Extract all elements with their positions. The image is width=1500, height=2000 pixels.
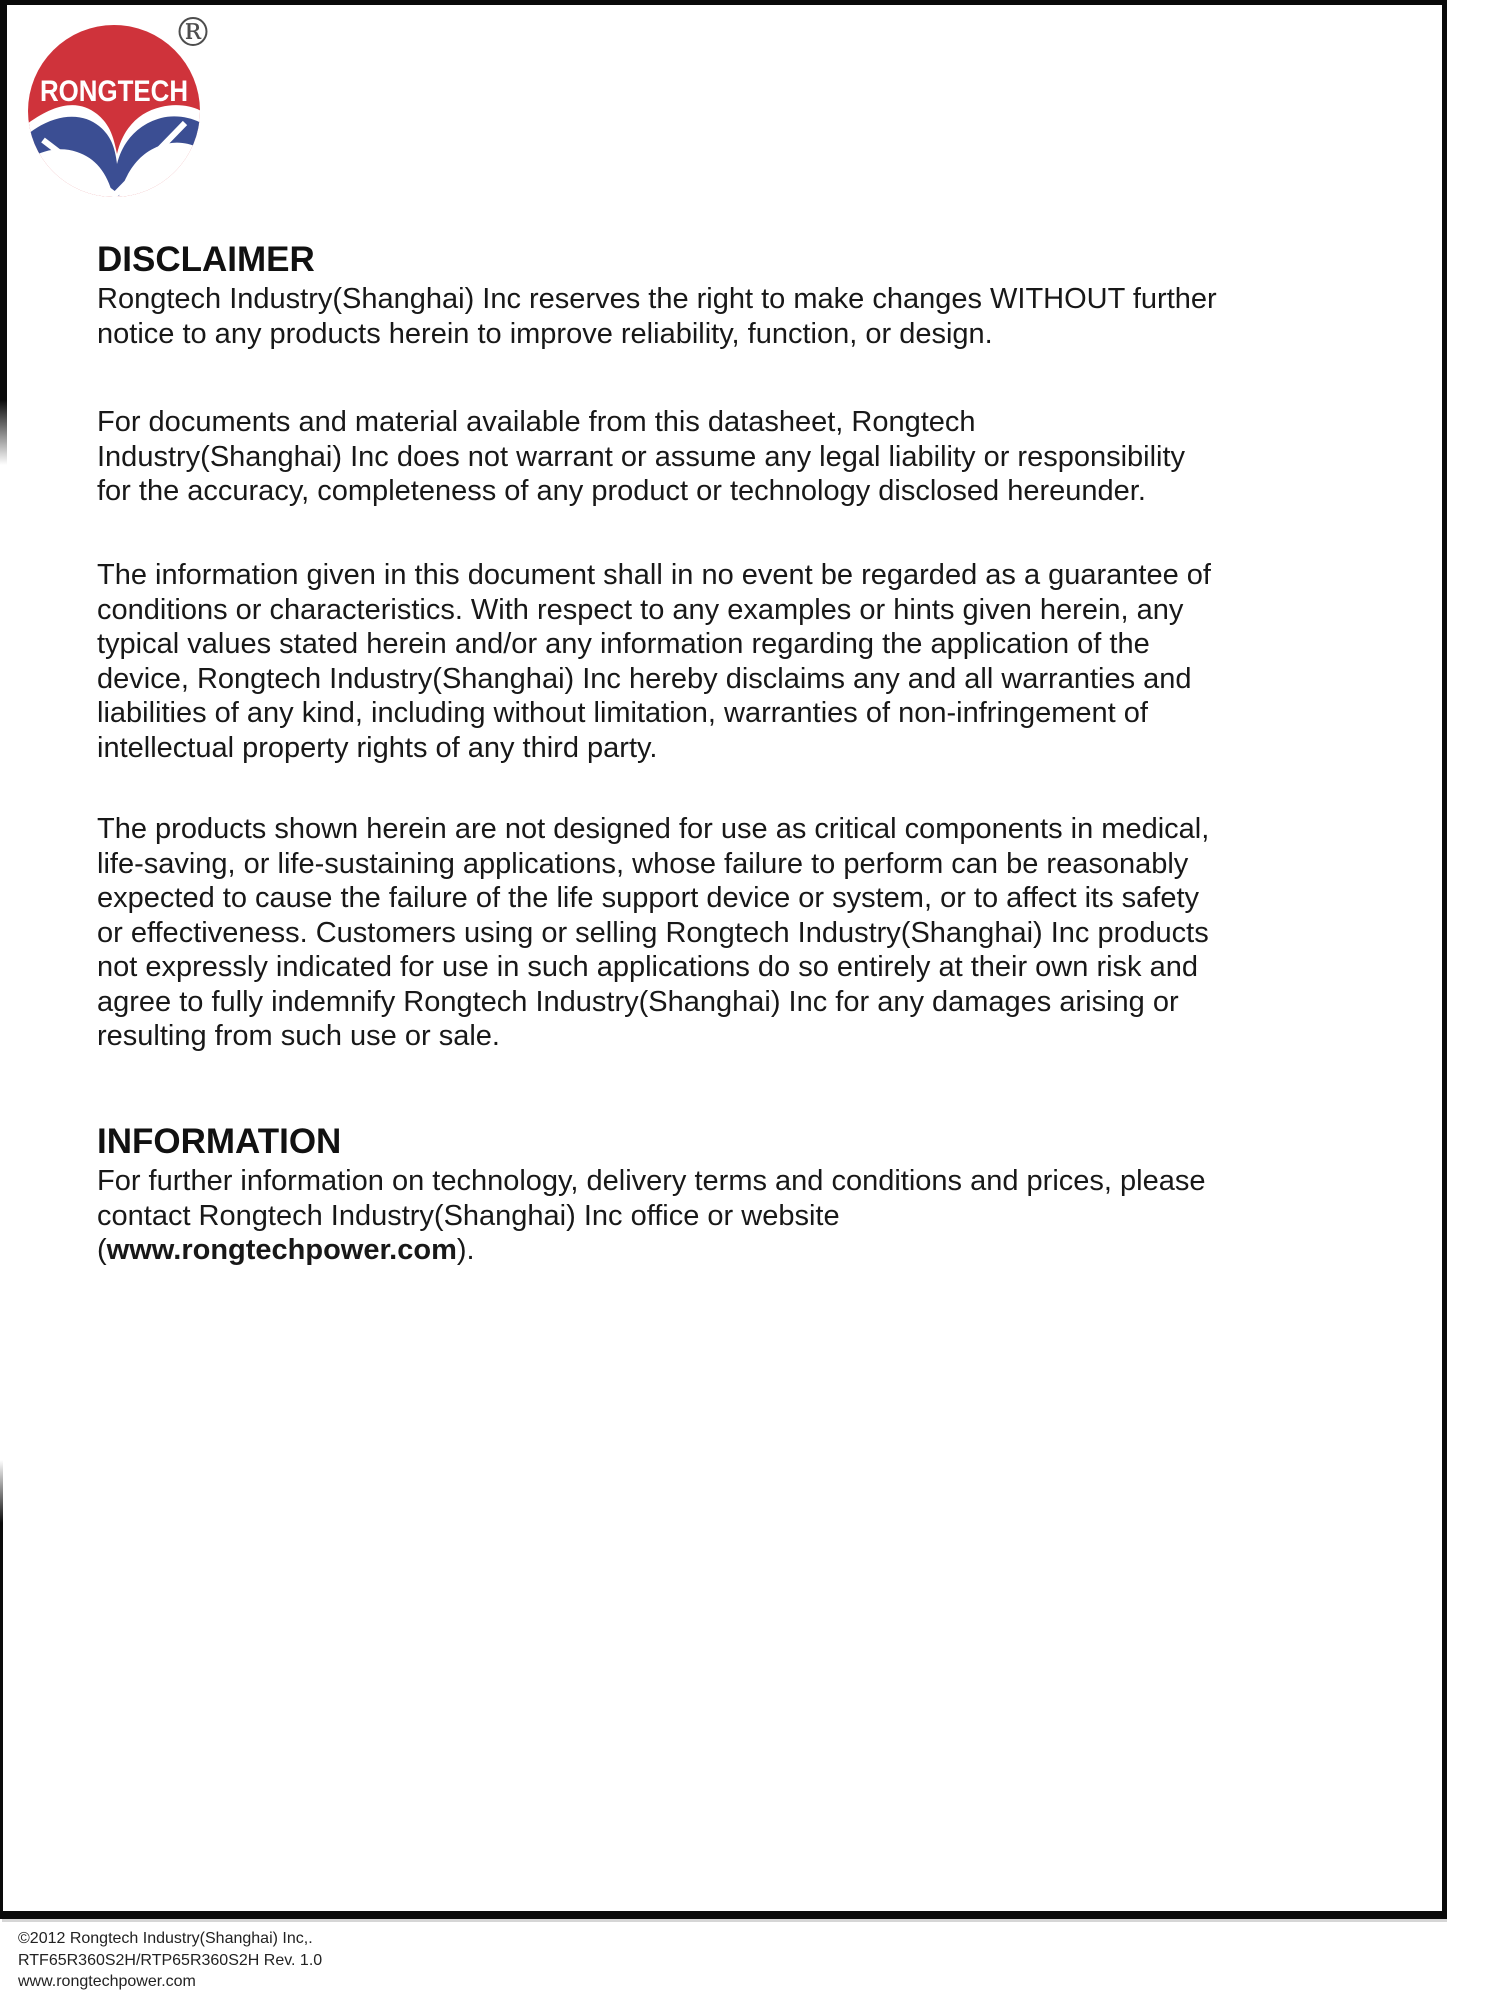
registered-trademark-icon: ® [173, 10, 213, 56]
text-line: or effectiveness. Customers using or selling Rongtech Industry(Shanghai) Inc products [97, 916, 1209, 949]
disclaimer-paragraph-3 [97, 558, 1211, 765]
disclaimer-paragraph-1 [97, 282, 1217, 351]
text-line: intellectual property rights of any third party. [97, 731, 658, 764]
text-line: The information given in this document shall in no event be regarded as a guarantee of [97, 559, 1211, 591]
text-line: not expressly indicated for use in such applications do so entirely at their own risk and [97, 951, 1198, 983]
website-link: www.rongtechpower.com [106, 1234, 457, 1266]
text-line: liabilities of any kind, including without limitation, warranties of non-infringement of [97, 697, 1148, 729]
page-border-left-upper [0, 0, 7, 465]
information-heading: INFORMATION [97, 1122, 342, 1161]
link-suffix: ). [456, 1234, 475, 1266]
page-footer [18, 1928, 322, 1993]
page-border-top [0, 0, 1447, 5]
text-line: notice to any products herein to improve reliability, function, or design. [97, 317, 993, 350]
information-paragraph [97, 1164, 1206, 1268]
text-line: for the accuracy, completeness of any product or technology disclosed hereunder. [97, 475, 1146, 507]
text-line: agree to fully indemnify Rongtech Industry(Shanghai) Inc for any damages arising or [97, 985, 1179, 1018]
text-line: Rongtech Industry(Shanghai) Inc reserves the right to make changes WITHOUT further [97, 283, 1217, 315]
text-line: life-saving, or life-sustaining applications, whose failure to perform can be reasonably [97, 847, 1189, 880]
footer-website: www.rongtechpower.com [18, 1973, 196, 1990]
disclaimer-paragraph-4 [97, 812, 1209, 1054]
disclaimer-paragraph-2 [97, 405, 1185, 509]
text-line: For further information on technology, delivery terms and conditions and prices, please [97, 1165, 1206, 1197]
page-border-shadow [2, 1919, 1447, 1922]
page-border-bottom [0, 1911, 1447, 1919]
text-line: expected to cause the failure of the life support device or system, or to affect its safety [97, 882, 1200, 914]
text-line: typical values stated herein and/or any information regarding the application of the [97, 628, 1150, 660]
page-border-left-lower [0, 1460, 3, 1911]
link-prefix: ( [97, 1234, 107, 1266]
text-line: Industry(Shanghai) Inc does not warrant or assume any legal liability or responsibility [97, 440, 1186, 473]
text-line: resulting from such use or sale. [97, 1020, 500, 1052]
text-line: device, Rongtech Industry(Shanghai) Inc hereby disclaims any and all warranties and [97, 662, 1192, 695]
text-line: The products shown herein are not designed for use as critical components in medical, [97, 813, 1210, 845]
website-line [97, 1233, 1206, 1268]
text-line: For documents and material available from this datasheet, Rongtech [97, 406, 976, 438]
footer-part-revision: RTF65R360S2H/RTP65R360S2H Rev. 1.0 [18, 1951, 323, 1969]
page-border-right [1442, 0, 1447, 1914]
footer-copyright: ©2012 Rongtech Industry(Shanghai) Inc,. [18, 1930, 313, 1947]
text-line: conditions or characteristics. With respect to any examples or hints given herein, any [97, 593, 1184, 626]
disclaimer-heading: DISCLAIMER [97, 240, 315, 279]
text-line: contact Rongtech Industry(Shanghai) Inc office or website [97, 1199, 840, 1232]
logo-brand-text: RONGTECH [40, 75, 188, 108]
